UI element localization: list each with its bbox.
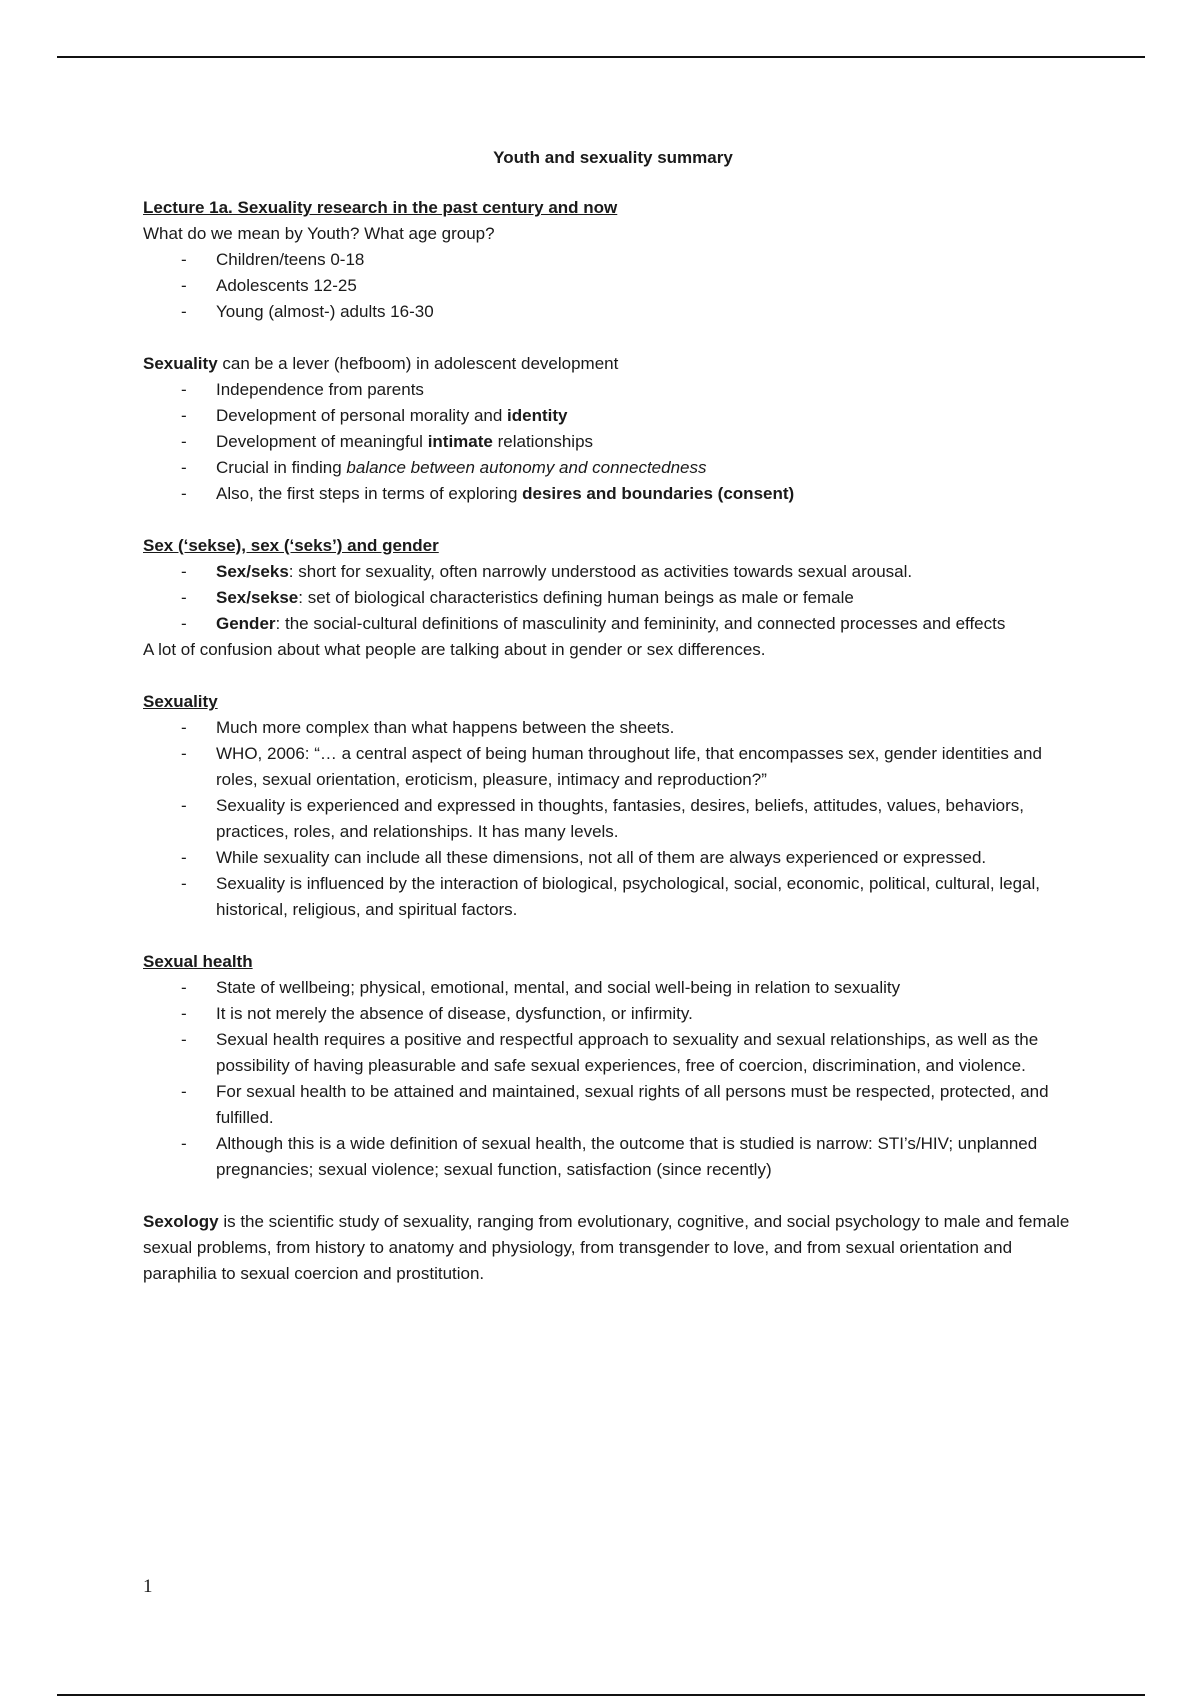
dash-bullet: - bbox=[181, 406, 187, 425]
document-body bbox=[143, 145, 1073, 1287]
list-item: - WHO, 2006: “… a central aspect of being human throughout life, that encompasses sex, gender identities and roles, sexual orientation, eroticism, pleasure, intimacy and reproduction?” bbox=[143, 741, 1073, 793]
list-item: - Children/teens 0-18 bbox=[143, 247, 1073, 273]
dash-bullet: - bbox=[181, 588, 187, 607]
dash-bullet: - bbox=[181, 1134, 187, 1153]
dash-bullet: - bbox=[181, 978, 187, 997]
list-item: - Sexual health requires a positive and respectful approach to sexuality and sexual relationships, as well as the possibility of having pleasurable and safe sexual experiences, free of coercion, discrimination, and violence. bbox=[143, 1027, 1073, 1079]
section-sex-gender bbox=[143, 533, 1073, 663]
dash-bullet: - bbox=[181, 1004, 187, 1023]
list-item: - While sexuality can include all these dimensions, not all of them are always experienced or expressed. bbox=[143, 845, 1073, 871]
section-sexuality bbox=[143, 689, 1073, 923]
dash-bullet: - bbox=[181, 718, 187, 737]
list-item: - Sexuality is influenced by the interaction of biological, psychological, social, economic, political, cultural, legal, historical, religious, and spiritual factors. bbox=[143, 871, 1073, 923]
list-item: - Sex/seks: short for sexuality, often narrowly understood as activities towards sexual arousal. bbox=[143, 559, 1073, 585]
section-heading: Sexual health bbox=[143, 952, 253, 971]
header-rule bbox=[57, 56, 1145, 58]
dash-bullet: - bbox=[181, 744, 187, 763]
dash-bullet: - bbox=[181, 484, 187, 503]
bullet-list bbox=[143, 715, 1073, 923]
list-item: - Crucial in finding balance between autonomy and connectedness bbox=[143, 455, 1073, 481]
dash-bullet: - bbox=[181, 302, 187, 321]
list-item: - Independence from parents bbox=[143, 377, 1073, 403]
bullet-list bbox=[143, 377, 1073, 507]
list-item: - Young (almost-) adults 16-30 bbox=[143, 299, 1073, 325]
section-heading: Lecture 1a. Sexuality research in the past century and now bbox=[143, 198, 618, 217]
document-title: Youth and sexuality summary bbox=[493, 148, 733, 167]
list-item: - State of wellbeing; physical, emotional, mental, and social well-being in relation to sexuality bbox=[143, 975, 1073, 1001]
section-heading: Sex (‘sekse), sex (‘seks’) and gender bbox=[143, 536, 439, 555]
paragraph: What do we mean by Youth? What age group? bbox=[143, 224, 495, 243]
dash-bullet: - bbox=[181, 1030, 187, 1049]
spacer bbox=[143, 325, 1073, 351]
section-youth bbox=[143, 195, 1073, 325]
list-item: - Development of meaningful intimate relationships bbox=[143, 429, 1073, 455]
dash-bullet: - bbox=[181, 458, 187, 477]
dash-bullet: - bbox=[181, 380, 187, 399]
section-heading: Sexuality bbox=[143, 692, 218, 711]
spacer bbox=[143, 507, 1073, 533]
list-item: - Development of personal morality and identity bbox=[143, 403, 1073, 429]
dash-bullet: - bbox=[181, 562, 187, 581]
section-sexual-health bbox=[143, 949, 1073, 1183]
list-item: - Adolescents 12-25 bbox=[143, 273, 1073, 299]
dash-bullet: - bbox=[181, 1082, 187, 1101]
list-item: - For sexual health to be attained and maintained, sexual rights of all persons must be respected, protected, and fulfilled. bbox=[143, 1079, 1073, 1131]
list-item: - Although this is a wide definition of sexual health, the outcome that is studied is narrow: STI’s/HIV; unplanned pregnancies; sexual violence; sexual function, satisfaction (since recently) bbox=[143, 1131, 1073, 1183]
paragraph: A lot of confusion about what people are talking about in gender or sex differences. bbox=[143, 640, 766, 659]
dash-bullet: - bbox=[181, 276, 187, 295]
section-lever bbox=[143, 351, 1073, 507]
spacer bbox=[143, 663, 1073, 689]
section-sexology bbox=[143, 1209, 1073, 1287]
list-item: - Gender: the social-cultural definitions of masculinity and femininity, and connected processes and effects bbox=[143, 611, 1073, 637]
spacer bbox=[143, 1183, 1073, 1209]
footer-rule bbox=[57, 1694, 1145, 1696]
paragraph: Sexuality can be a lever (hefboom) in adolescent development bbox=[143, 354, 619, 373]
dash-bullet: - bbox=[181, 614, 187, 633]
bullet-list bbox=[143, 559, 1073, 637]
bullet-list bbox=[143, 247, 1073, 325]
list-item: - It is not merely the absence of disease, dysfunction, or infirmity. bbox=[143, 1001, 1073, 1027]
list-item: - Also, the first steps in terms of exploring desires and boundaries (consent) bbox=[143, 481, 1073, 507]
dash-bullet: - bbox=[181, 874, 187, 893]
dash-bullet: - bbox=[181, 250, 187, 269]
dash-bullet: - bbox=[181, 796, 187, 815]
dash-bullet: - bbox=[181, 848, 187, 867]
spacer bbox=[143, 923, 1073, 949]
bullet-list bbox=[143, 975, 1073, 1183]
page-number: 1 bbox=[143, 1576, 153, 1597]
list-item: - Sexuality is experienced and expressed in thoughts, fantasies, desires, beliefs, attitudes, values, behaviors, practices, roles, and relationships. It has many levels. bbox=[143, 793, 1073, 845]
paragraph: Sexology is the scientific study of sexuality, ranging from evolutionary, cognitive, and social psychology to male and female sexual problems, from history to anatomy and physiology, from transgender to love, and from sexual orientation and paraphilia to sexual coercion and prostitution. bbox=[143, 1212, 1070, 1283]
list-item: - Sex/sekse: set of biological characteristics defining human beings as male or female bbox=[143, 585, 1073, 611]
dash-bullet: - bbox=[181, 432, 187, 451]
list-item: - Much more complex than what happens between the sheets. bbox=[143, 715, 1073, 741]
